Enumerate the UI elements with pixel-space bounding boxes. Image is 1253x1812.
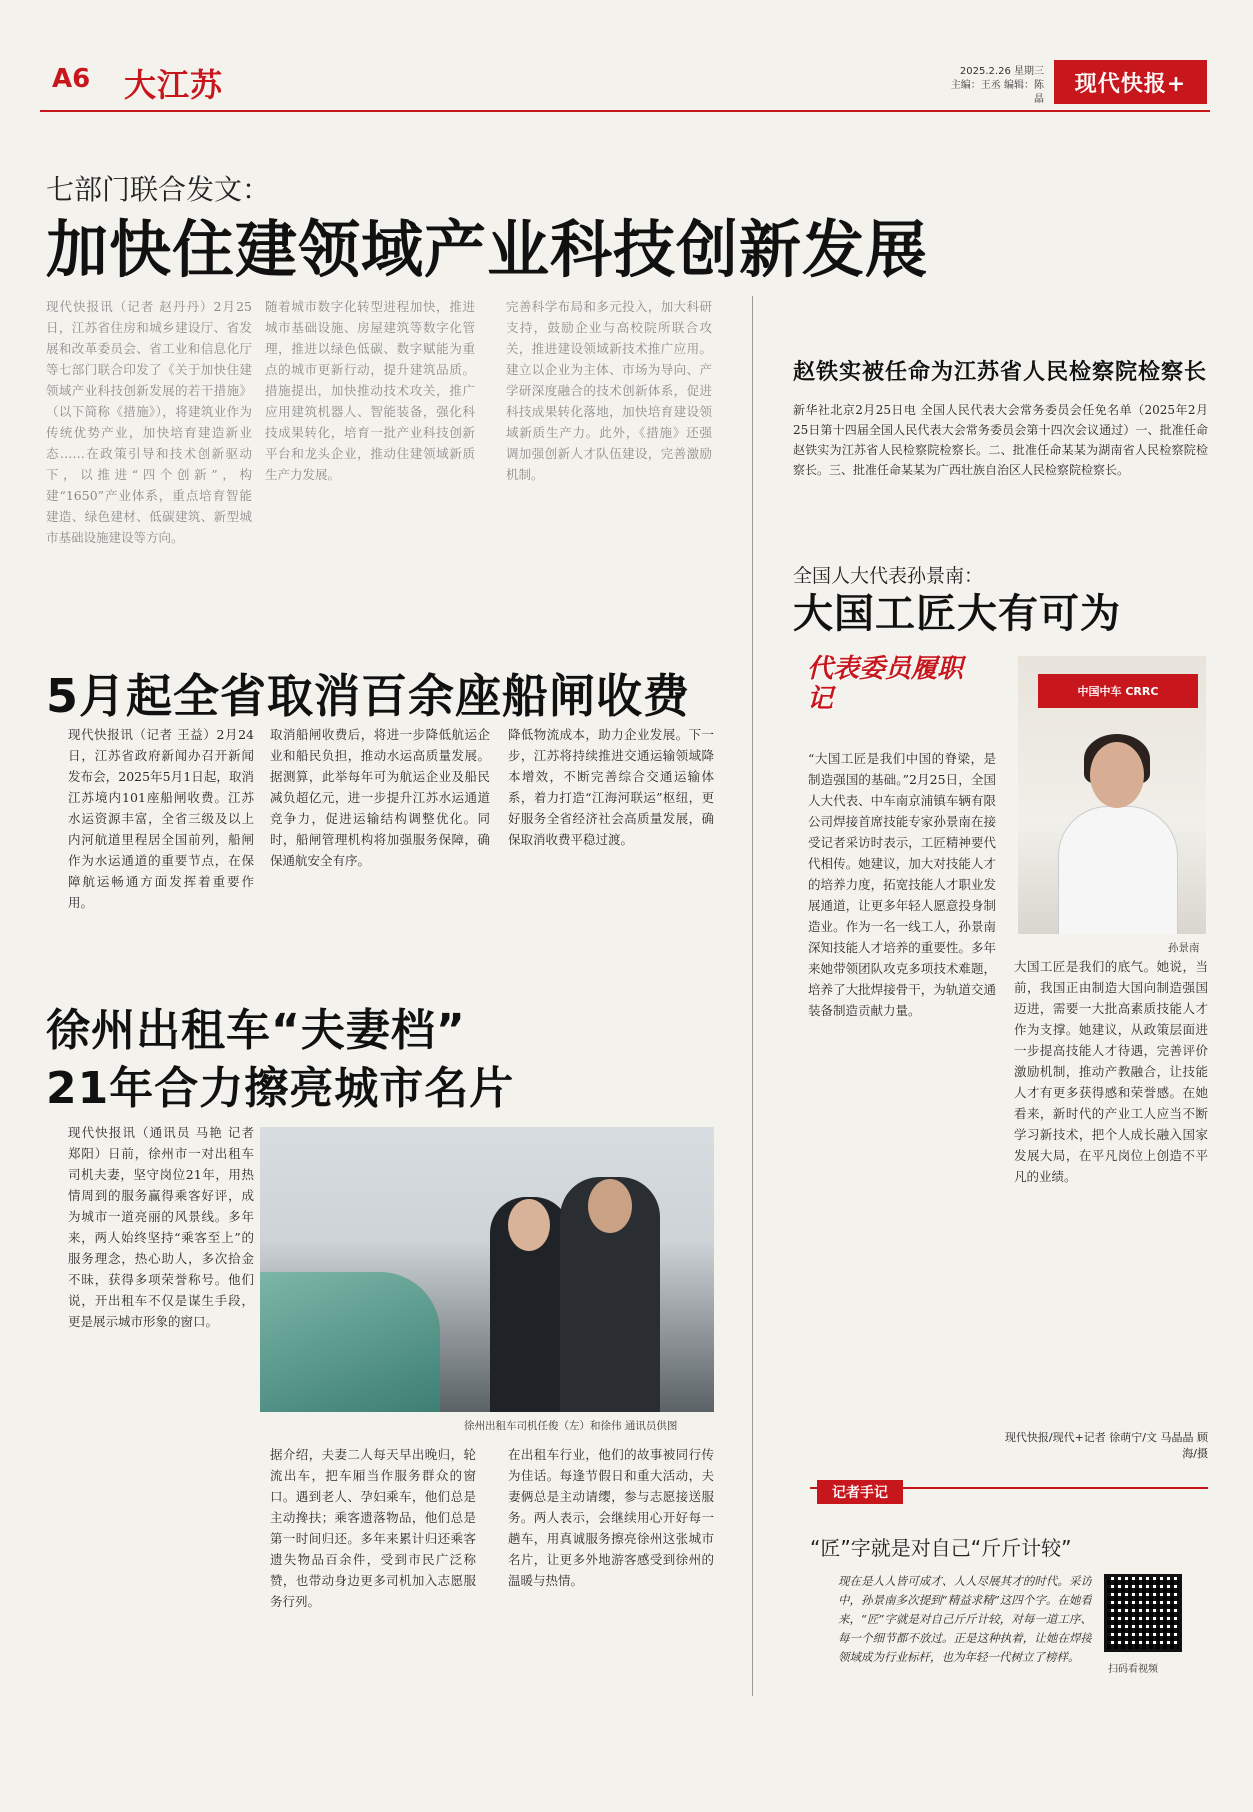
note-title: “匠”字就是对自己“斤斤计较” bbox=[810, 1536, 1072, 1560]
dateline bbox=[944, 65, 1044, 107]
portrait-photo bbox=[1018, 656, 1206, 934]
qr-caption: 扫码看视频 bbox=[1108, 1664, 1158, 1675]
portrait-caption: 孙景南 bbox=[1168, 942, 1200, 954]
article5-headline: 大国工匠大有可为 bbox=[793, 591, 1121, 637]
taxi-couple-photo bbox=[260, 1127, 714, 1412]
article5-kicker: 全国人大代表孙景南： bbox=[793, 565, 984, 587]
issue-date: 2025.2.26 星期三 bbox=[959, 66, 1044, 77]
taxi-photo-caption: 徐州出租车司机任俊（左）和徐伟 通讯员供图 bbox=[464, 1420, 678, 1432]
article3-headline-line2: 21年合力擦亮城市名片 bbox=[46, 1063, 515, 1114]
article2-column-1: 现代快报讯（记者 王益）2月24日，江苏省政府新闻办召开新闻发布会，2025年5月1日起，取消江苏境内101座船闸收费。江苏水运资源丰富，全省三级及以上内河航道里程居全国前列，船闸作为水运通道的重要节点，在保障航运畅通方面发挥着重要作用。 bbox=[68, 727, 254, 910]
company-sign: 中国中车 CRRC bbox=[1038, 674, 1198, 708]
article4-body: 新华社北京2月25日电 全国人民代表大会常务委员会任免名单（2025年2月25日第十四届全国人民代表大会常务委员会第十四次会议通过）一、批准任命赵铁实为江苏省人民检察院检察长。二、批准任命某某为湖南省人民检察院检察长。三、批准任命某某为广西壮族自治区人民检察院检察长。 bbox=[793, 403, 1208, 477]
article5-column-1: “大国工匠是我们中国的脊梁，是制造强国的基础。”2月25日，全国人大代表、中车南京浦镇车辆有限公司焊接首席技能专家孙景南在接受记者采访时表示，工匠精神要代代相传。她建议，加大对技能人才的培养力度，拓宽技能人才职业发展通道，让更多年轻人愿意投身制造业。作为一名一线工人，孙景南深知技能人才培养的重要性。多年来她带领团队攻克多项技术难题，培养了大批焊接骨干，为轨道交通装备制造贡献力量。 bbox=[808, 751, 996, 1018]
article3-column-3: 在出租车行业，他们的故事被同行传为佳话。每逢节假日和重大活动，夫妻俩总是主动请缨，参与志愿接送服务。两人表示，会继续用心开好每一趟车，用真诚服务擦亮徐州这张城市名片，让更多外地游客感受到徐州的温暖与热情。 bbox=[508, 1447, 714, 1588]
article2-column-2: 取消船闸收费后，将进一步降低航运企业和船民负担，推动水运高质量发展。据测算，此举每年可为航运企业及船民减负超亿元，进一步提升江苏水运通道竞争力，促进运输结构调整优化。同时，船闸管理机构将加强服务保障，确保通航安全有序。 bbox=[270, 727, 490, 868]
article3-headline bbox=[46, 1002, 514, 1118]
masthead-rule bbox=[40, 110, 1210, 112]
column-divider bbox=[752, 296, 753, 1696]
article1-column-1: 现代快报讯（记者 赵丹丹）2月25日，江苏省住房和城乡建设厅、省发展和改革委员会、省工业和信息化厅等七部门联合印发了《关于加快住建领域产业科技创新发展的若干措施》（以下简称《措施》），将建筑业作为传统优势产业，加快培育建造新业态……在政策引导和技术创新驱动下，以推进“四个创新”，构建“1650”产业体系，重点培育智能建造、绿色建材、低碳建筑、新型城市基础设施建设等方向。 bbox=[46, 299, 252, 545]
page-number: A6 bbox=[52, 64, 91, 94]
article4-headline: 赵铁实被任命为江苏省人民检察院检察长 bbox=[793, 360, 1208, 385]
article3-headline-line1: 徐州出租车“夫妻档” bbox=[46, 1005, 466, 1056]
article2-headline: 5月起全省取消百余座船闸收费 bbox=[46, 669, 691, 723]
article1-column-3: 完善科学布局和多元投入，加大科研支持，鼓励企业与高校院所联合攻关，推进建设领域新技术推广应用。建立以企业为主体、市场为导向、产学研深度融合的技术创新体系，促进科技成果转化落地，加快培育建设领域新质生产力。此外，《措施》还强调加强创新人才队伍建设，完善激励机制。 bbox=[506, 299, 712, 482]
editors-credit: 主编：王丞 编辑：陈晶 bbox=[950, 80, 1044, 105]
note-tag: 记者手记 bbox=[817, 1480, 903, 1504]
article1-kicker: 七部门联合发文： bbox=[46, 173, 271, 206]
note-body: 现在是人人皆可成才、人人尽展其才的时代。采访中，孙景南多次提到“精益求精”这四个字。在她看来，“匠”字就是对自己斤斤计较，对每一道工序、每一个细节都不放过。正是这种执着，让她在焊接领域成为行业标杆，也为年轻一代树立了榜样。 bbox=[838, 1574, 1092, 1664]
newspaper-logo: 现代快报+ bbox=[1054, 60, 1207, 104]
article3-column-2: 据介绍，夫妻二人每天早出晚归，轮流出车，把车厢当作服务群众的窗口。遇到老人、孕妇乘车，他们总是主动搀扶；乘客遗落物品，他们总是第一时间归还。多年来累计归还乘客遗失物品百余件，受到市民广泛称赞，也带动身边更多司机加入志愿服务行列。 bbox=[270, 1447, 476, 1609]
article1-column-2: 随着城市数字化转型进程加快，推进城市基础设施、房屋建筑等数字化管理，推进以绿色低碳、数字赋能为重点的城市更新行动，提升建筑品质。措施提出，加快推动技术攻关，推广应用建筑机器人、智能装备，强化科技成果转化，培育一批产业科技创新平台和龙头企业，推动住建领域新质生产力发展。 bbox=[265, 299, 475, 482]
article5-credit: 现代快报/现代+记者 徐萌宁/文 马晶晶 顾海/摄 bbox=[1004, 1431, 1208, 1460]
delegate-column-badge: 代表委员履职记 bbox=[807, 654, 964, 714]
section-title: 大江苏 bbox=[124, 66, 224, 104]
article5-column-2: 大国工匠是我们的底气。她说，当前，我国正由制造大国向制造强国迈进，需要一大批高素质技能人才作为支撑。她建议，从政策层面进一步提高技能人才待遇，完善评价激励机制，推动产教融合，让技能人才有更多获得感和荣誉感。在她看来，新时代的产业工人应当不断学习新技术，把个人成长融入国家发展大局，在平凡岗位上创造不平凡的业绩。 bbox=[1014, 959, 1208, 1184]
article2-column-3: 降低物流成本，助力企业发展。下一步，江苏将持续推进交通运输领域降本增效，不断完善综合交通运输体系，着力打造“江海河联运”枢纽，更好服务全省经济社会高质量发展，确保取消收费平稳过渡。 bbox=[508, 727, 714, 847]
qr-code[interactable] bbox=[1104, 1574, 1182, 1652]
article1-headline: 加快住建领域产业科技创新发展 bbox=[46, 213, 929, 286]
article3-column-1: 现代快报讯（通讯员 马艳 记者 郑阳）日前，徐州市一对出租车司机夫妻，坚守岗位21年，用热情周到的服务赢得乘客好评，成为城市一道亮丽的风景线。多年来，两人始终坚持“乘客至上”的服务理念，热心助人，多次拾金不昧，获得多项荣誉称号。他们说，开出租车不仅是谋生手段，更是展示城市形象的窗口。 bbox=[68, 1125, 254, 1329]
